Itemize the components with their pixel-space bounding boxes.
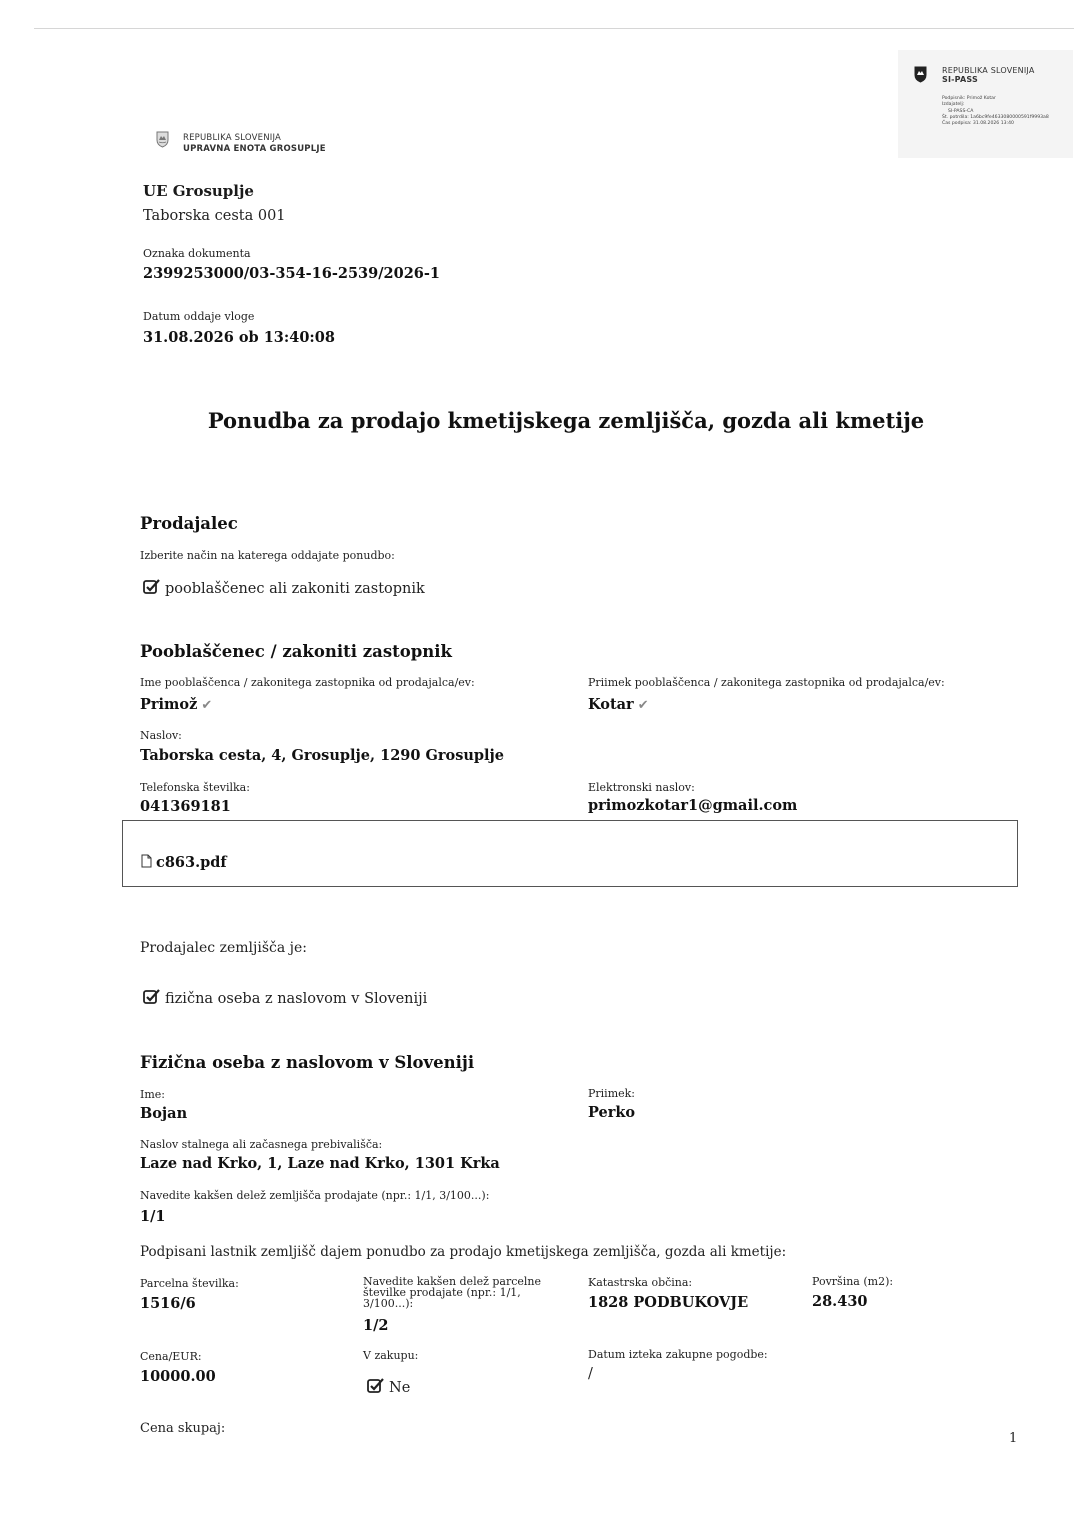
person-last-name: Perko bbox=[588, 1104, 636, 1121]
parcel-share: 1/2 bbox=[363, 1317, 389, 1334]
signature-stamp bbox=[898, 50, 1073, 158]
seller-mode-option bbox=[143, 578, 425, 599]
rep-last-name: Kotar ✔ bbox=[588, 696, 649, 713]
seller-type-label: Prodajalec zemljišča je: bbox=[140, 940, 307, 956]
rep-email-label: Elektronski naslov: bbox=[588, 781, 695, 794]
rep-email: primozkotar1@gmail.com bbox=[588, 797, 798, 814]
seller-type-value: fizična oseba z naslovom v Sloveniji bbox=[165, 991, 428, 1007]
lease-end-label: Datum izteka zakupne pogodbe: bbox=[588, 1348, 768, 1361]
stamp-details: Podpisnik: Primož Kotar Izdajatelj: SI-PASS-CA Št. potrdila: 1a6bc9fe4633080000591f9993a8 Čas podpisa: 31.08.2026 13:40 bbox=[942, 96, 1049, 127]
person-last-name-label: Priimek: bbox=[588, 1087, 636, 1100]
rep-first-name-label: Ime pooblaščenca / zakonitega zastopnika od prodajalca/ev: bbox=[140, 676, 475, 689]
parcel-share-label: Navedite kakšen delež parcelne številke prodajate (npr.: 1/1, 3/100...): bbox=[363, 1275, 542, 1310]
coat-of-arms-icon bbox=[914, 66, 927, 87]
offer-statement: Podpisani lastnik zemljišč dajem ponudbo za prodajo kmetijskega zemljišča, gozda ali kmetije: bbox=[140, 1244, 787, 1260]
doc-id: 2399253000/03-354-16-2539/2026-1 bbox=[143, 265, 440, 282]
checkmark-icon: ✔ bbox=[637, 698, 649, 713]
office-address: Taborska cesta 001 bbox=[143, 208, 286, 224]
person-address-label: Naslov stalnega ali začasnega prebivališča: bbox=[140, 1138, 383, 1151]
parcel-number: 1516/6 bbox=[140, 1295, 196, 1312]
person-heading: Fizična oseba z naslovom v Sloveniji bbox=[140, 1053, 475, 1072]
lease-option bbox=[367, 1377, 410, 1398]
seller-mode-label: Izberite način na katerega oddajate ponudbo: bbox=[140, 549, 395, 562]
lease-label: V zakupu: bbox=[363, 1349, 419, 1362]
document-title: Ponudba za prodajo kmetijskega zemljišča, gozda ali kmetije bbox=[207, 408, 925, 433]
person-share: 1/1 bbox=[140, 1208, 166, 1225]
checkmark-icon: ✔ bbox=[201, 698, 213, 713]
rep-address: Taborska cesta, 4, Grosuplje, 1290 Grosuplje bbox=[140, 747, 505, 764]
parcel-label: Parcelna številka: bbox=[140, 1277, 239, 1290]
person-share-label: Navedite kakšen delež zemljišča prodajate (npr.: 1/1, 3/100...): bbox=[140, 1189, 490, 1202]
lease-end-value: / bbox=[588, 1366, 593, 1382]
representative-heading: Pooblaščenec / zakoniti zastopnik bbox=[140, 642, 452, 661]
doc-id-label: Oznaka dokumenta bbox=[143, 247, 251, 260]
person-first-name-label: Ime: bbox=[140, 1088, 165, 1101]
top-rule bbox=[34, 28, 1074, 29]
checked-box-icon bbox=[143, 578, 161, 599]
rep-address-label: Naslov: bbox=[140, 729, 182, 742]
rep-last-name-label: Priimek pooblaščenca / zakonitega zastopnika od prodajalca/ev: bbox=[588, 676, 945, 689]
rep-phone: 041369181 bbox=[140, 798, 231, 815]
coat-of-arms-icon bbox=[156, 131, 169, 152]
office-name: UE Grosuplje bbox=[143, 182, 254, 200]
attachment-box bbox=[122, 820, 1018, 887]
stamp-title: REPUBLIKA SLOVENIJA SI-PASS bbox=[942, 66, 1035, 84]
seller-heading: Prodajalec bbox=[140, 514, 238, 533]
cadastral-value: 1828 PODBUKOVJE bbox=[588, 1294, 749, 1311]
date-label: Datum oddaje vloge bbox=[143, 310, 255, 323]
attachment-link[interactable]: c863.pdf bbox=[141, 854, 227, 872]
area-label: Površina (m2): bbox=[812, 1275, 894, 1288]
seller-type-option bbox=[143, 988, 427, 1009]
file-icon bbox=[141, 854, 152, 872]
cadastral-label: Katastrska občina: bbox=[588, 1276, 693, 1289]
seller-mode-value: pooblaščenec ali zakoniti zastopnik bbox=[165, 581, 425, 597]
price-value: 10000.00 bbox=[140, 1368, 216, 1385]
page-number: 1 bbox=[1009, 1431, 1018, 1446]
checked-box-icon bbox=[143, 988, 161, 1009]
total-price-label: Cena skupaj: bbox=[140, 1421, 226, 1436]
area-value: 28.430 bbox=[812, 1293, 868, 1310]
rep-phone-label: Telefonska številka: bbox=[140, 781, 250, 794]
checked-box-icon bbox=[367, 1377, 385, 1398]
price-label: Cena/EUR: bbox=[140, 1350, 202, 1363]
person-address: Laze nad Krko, 1, Laze nad Krko, 1301 Krka bbox=[140, 1155, 500, 1172]
left-logo-text: REPUBLIKA SLOVENIJA UPRAVNA ENOTA GROSUPLJE bbox=[183, 133, 326, 154]
person-first-name: Bojan bbox=[140, 1105, 188, 1122]
date-value: 31.08.2026 ob 13:40:08 bbox=[143, 329, 335, 346]
rep-first-name: Primož ✔ bbox=[140, 696, 213, 713]
lease-value: Ne bbox=[389, 1380, 411, 1396]
